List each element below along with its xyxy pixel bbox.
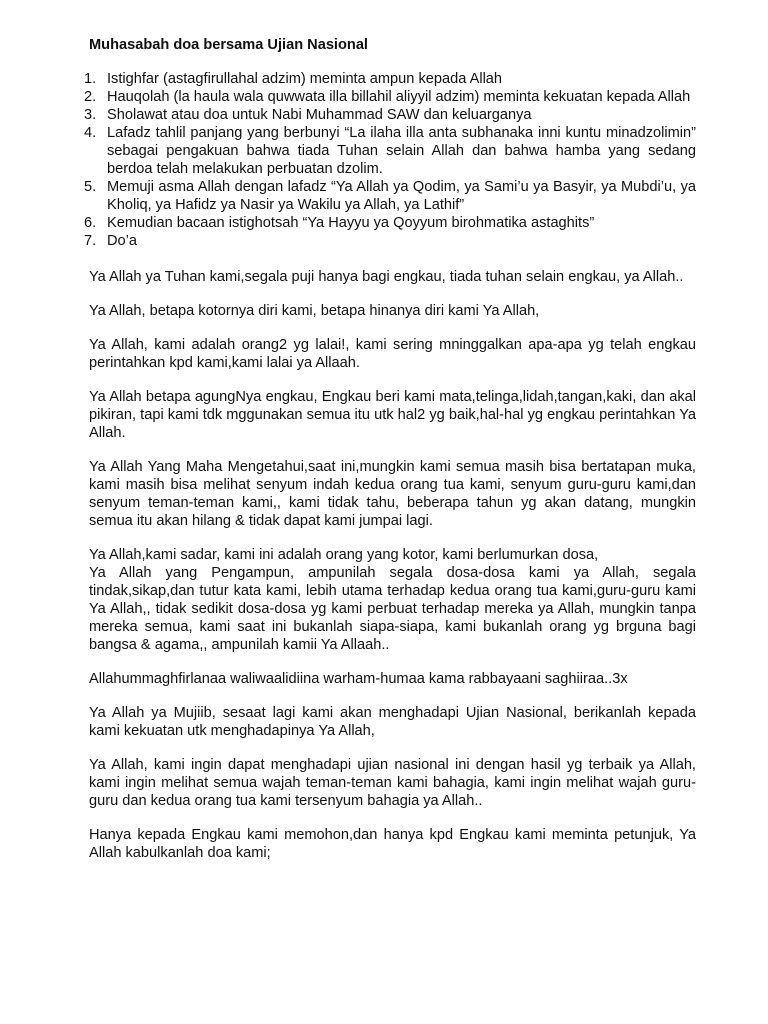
list-item-number: 2. bbox=[84, 89, 97, 105]
prayer-paragraph: Ya Allah, kami ingin dapat menghadapi ujian nasional ini dengan hasil yg terbaik ya Allah, kami ingin melihat semua wajah teman-teman kami bahagia, kami ingin melihat wajah guru-guru dan kedua orang tua kami tersenyum bahagia ya Allah.. bbox=[89, 757, 696, 809]
document-title: Muhasabah doa bersama Ujian Nasional bbox=[89, 37, 368, 53]
prayer-paragraph: Ya Allah ya Tuhan kami,segala puji hanya bagi engkau, tiada tuhan selain engkau, ya Allah.. bbox=[89, 269, 684, 285]
list-item bbox=[84, 178, 696, 214]
document-page bbox=[84, 36, 696, 862]
list-item-number: 6. bbox=[84, 215, 97, 231]
list-item-text: Kemudian bacaan istighotsah “Ya Hayyu ya Qoyyum birohmatika astaghits” bbox=[107, 215, 595, 231]
list-item-number: 3. bbox=[84, 107, 97, 123]
list-item-number: 7. bbox=[84, 233, 97, 249]
prayer-paragraph: Ya Allah,kami sadar, kami ini adalah orang yang kotor, kami berlumurkan dosa, bbox=[89, 547, 599, 563]
list-item bbox=[84, 106, 696, 124]
prayer-paragraph: Allahummaghfirlanaa waliwaalidiina warham-humaa kama rabbayaani saghiiraa..3x bbox=[89, 671, 628, 687]
list-item-text: Istighfar (astagfirullahal adzim) meminta ampun kepada Allah bbox=[107, 71, 503, 87]
list-item bbox=[84, 88, 696, 106]
list-item bbox=[84, 214, 696, 232]
list-item-number: 5. bbox=[84, 179, 97, 195]
list-item-text: Memuji asma Allah dengan lafadz “Ya Allah ya Qodim, ya Sami’u ya Basyir, ya Mubdi’u, ya Kholiq, ya Hafidz ya Nasir ya Wakilu ya Allah, ya Lathif” bbox=[107, 179, 696, 213]
list-item bbox=[84, 232, 696, 250]
prayer-paragraph: Hanya kepada Engkau kami memohon,dan hanya kpd Engkau kami meminta petunjuk, Ya Allah kabulkanlah doa kami; bbox=[89, 827, 696, 861]
prayer-paragraph: Ya Allah betapa agungNya engkau, Engkau beri kami mata,telinga,lidah,tangan,kaki, dan akal pikiran, tapi kami tdk mggunakan semua itu utk hal2 yg baik,hal-hal yg engkau perintahkan Ya Allah. bbox=[89, 389, 696, 441]
prayer-paragraph: Ya Allah, betapa kotornya diri kami, betapa hinanya diri kami Ya Allah, bbox=[89, 303, 540, 319]
list-item-text: Hauqolah (la haula wala quwwata illa billahil aliyyil adzim) meminta kekuatan kepada Allah bbox=[107, 89, 691, 105]
list-item-text: Sholawat atau doa untuk Nabi Muhammad SAW dan keluarganya bbox=[107, 107, 532, 123]
list-item-number: 4. bbox=[84, 125, 97, 141]
prayer-paragraph: Ya Allah yang Pengampun, ampunilah segala dosa-dosa kami ya Allah, segala tindak,sikap,dan tutur kata kami, lebih utama terhadap kedua orang tua kami,guru-guru kami Ya Allah,, tidak sedikit dosa-dosa yg kami perbuat terhadap mereka ya Allah, mungkin tanpa mereka semua, kami saat ini bukanlah siapa-siapa, kami bukanlah orang yg brguna bagi bangsa & agama,, ampunilah kamii Ya Allaah.. bbox=[89, 565, 696, 653]
list-item-text: Lafadz tahlil panjang yang berbunyi “La ilaha illa anta subhanaka inni kuntu minadzolimin” sebagai pengakuan bahwa tiada Tuhan selain Allah dan bahwa hamba yang sedang berdoa telah melakukan perbuatan dzolim. bbox=[107, 125, 696, 177]
list-item-text: Do’a bbox=[107, 233, 138, 249]
list-item bbox=[84, 124, 696, 178]
prayer-paragraph: Ya Allah ya Mujiib, sesaat lagi kami akan menghadapi Ujian Nasional, berikanlah kepada kami kekuatan utk menghadapinya Ya Allah, bbox=[89, 705, 696, 739]
list-item bbox=[84, 70, 696, 88]
prayer-paragraph: Ya Allah Yang Maha Mengetahui,saat ini,mungkin kami semua masih bisa bertatapan muka, kami masih bisa melihat senyum indah kedua orang tua kami, senyum guru-guru kami,dan senyum teman-teman kami,, kami tidak tahu, beberapa tahun yg akan datang, mungkin semua itu akan hilang & tidak dapat kami jumpai lagi. bbox=[89, 459, 696, 529]
prayer-paragraph: Ya Allah, kami adalah orang2 yg lalai!, kami sering mninggalkan apa-apa yg telah engkau perintahkan kpd kami,kami lalai ya Allaah. bbox=[89, 337, 696, 371]
steps-list bbox=[84, 70, 696, 250]
list-item-number: 1. bbox=[84, 71, 97, 87]
